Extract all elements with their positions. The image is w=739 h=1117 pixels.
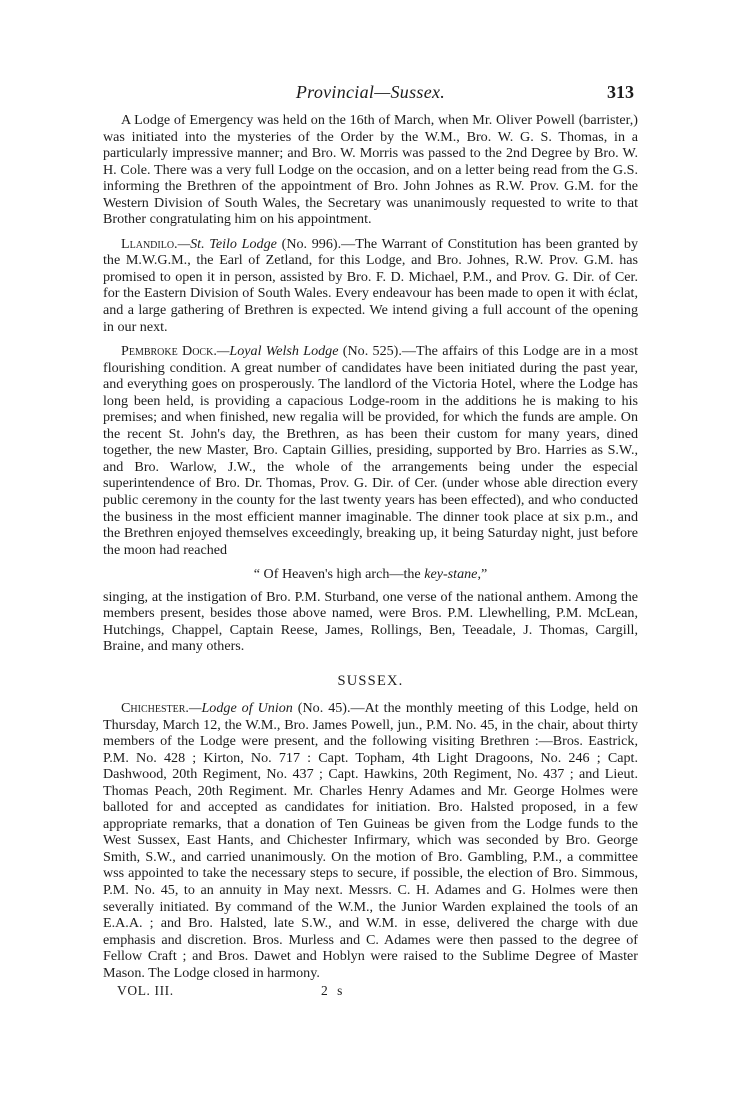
place-name: Pembroke Dock. <box>121 343 217 360</box>
running-title: Provincial—Sussex. <box>295 82 446 102</box>
lodge-name: —St. Teilo Lodge <box>177 235 277 252</box>
section-heading: SUSSEX. <box>337 672 404 689</box>
signature-mark: 2 s <box>321 983 346 999</box>
paragraph-body: (No. 45).—At the monthly meeting of this Lodge, held on Thursday, March 12, the W.M., Bro. James Powell, jun., P.M. No. 45, in the chair, about thirty members of the Lodge were present, and the following visiting Brethren :—Bros. Eastrick, P.M. No. 428 ; Kirton, No. 717 : Capt. Topham, 4th Light Dragoons, No. 246 ; Capt. Dashwood, 20th Regiment, No. 437 ; Capt. Hawkins, 20th Regiment, No. 437 ; and Lieut. Thomas Peach, 20th Regiment. Mr. Charles Henry Adames and Mr. George Holmes were balloted for and accepted as candidates for initiation. Bro. Halsted proposed, in a few appropriate remarks, that a donation of Ten Guineas be given from the Lodge funds to the West Sussex, East Hants, and Chichester Infirmary, which was seconded by Bro. George Smith, S.W., and carried unanimously. On the motion of Bro. Gambling, P.M., a committee wss appointed to take the necessary steps to secure, if possible, the election of Bro. Simmous, P.M. No. 45, to an annuity in May next. Messrs. C. H. Adames and G. Holmes were then severally initiated. By command of the W.M., the Junior Warden explained the tools of an E.A.A. ; and Bro. Halsted, late S.W., and W.M. in esse, delivered the charge with due emphasis and discretion. Bros. Murless and C. Adames were then passed to the degree of Fellow Craft ; and Bros. Dawet and Hoblyn were raised to the Sublime Degree of Master Mason. The Lodge closed in harmony. <box>103 699 638 981</box>
paragraph-emergency: A Lodge of Emergency was held on the 16th of March, when Mr. Oliver Powell (barrister,) was initiated into the mysteries of the Order by the W.M., Bro. W. G. S. Thomas, in a particularly impressive manner; and Bro. W. Morris was passed to the 2nd Degree by Bro. W. H. Cole. There was a very full Lodge on the occasion, and on a letter being read from the G.S. informing the Brethren of the appointment of Bro. John Johnes as R.W. Prov. G.M. for the Western Division of South Wales, the Secretary was unanimously requested to write to that Brother congratulating him on his appointment. <box>103 112 638 228</box>
place-name: Chichester. <box>121 699 189 716</box>
paragraph-llandilo <box>103 236 638 335</box>
paragraph-singing: singing, at the instigation of Bro. P.M. Sturband, one verse of the national anthem. Among the members present, besides those above named, were Bros. P.M. Llewhelling, P.M. McLean, Hutchings, Chappel, Captain Reese, James, Rollings, Ben, Teeadale, J. Thomas, Cargill, Braine, and many others. <box>103 588 638 655</box>
volume-label: VOL. III. <box>117 983 174 999</box>
lodge-name: —Lodge of Union <box>188 699 293 716</box>
paragraph-body: (No. 996).—The Warrant of Constitution has been granted by the M.W.G.M., the Earl of Zetland, for this Lodge, and Bro. Johnes, R.W. Prov. G.M. has promised to open it in person, assisted by Bro. F. D. Michael, P.M., and Prov. G. Dir. of Cer. for the Eastern Division of South Wales. Every endeavour has been made to open it with éclat, and a large gathering of Brethren is expected. We intend giving a full account of the opening in our next. <box>103 235 638 335</box>
page <box>103 78 638 1001</box>
lodge-name: —Loyal Welsh Lodge <box>216 343 339 360</box>
paragraph-body: (No. 525).—The affairs of this Lodge are in a most flourishing condition. A great number of candidates have been initiated during the past year, and everything goes on prosperously. The landlord of the Victoria Hotel, where the Lodge has long been held, is providing a capacious Lodge-room in the additions he is making to his premises; and when finished, new regalia will be provided, for which the funds are ample. On the recent St. John's day, the Brethren, as has been their custom for many years, dined together, the new Master, Bro. Captain Gillies, presiding, supported by Bro. Harries as S.W., and Bro. Warlow, J.W., the whole of the arrangements being under the especial superintendence of Bro. Dr. Thomas, Prov. G. Dir. of Cer. (under whose able direction every public ceremony in the county for the last twenty years has been effected), and who conducted the business in the most efficient manner imaginable. The dinner took place at six p.m., and the Brethren enjoyed themselves exceedingly, breaking up, it being Saturday night, just before the moon had reached <box>103 343 638 558</box>
page-number: 313 <box>607 82 634 102</box>
quote-italic: key-stane <box>424 566 478 583</box>
paragraph-pembroke <box>103 343 638 558</box>
paragraph-chichester <box>103 700 638 981</box>
place-name: Llandilo. <box>121 235 178 252</box>
running-head <box>103 78 638 112</box>
verse-quote <box>103 566 638 583</box>
quote-open: “ Of Heaven's high arch—the <box>253 566 425 583</box>
quote-close: ,” <box>477 566 488 583</box>
page-footer <box>103 983 638 1001</box>
